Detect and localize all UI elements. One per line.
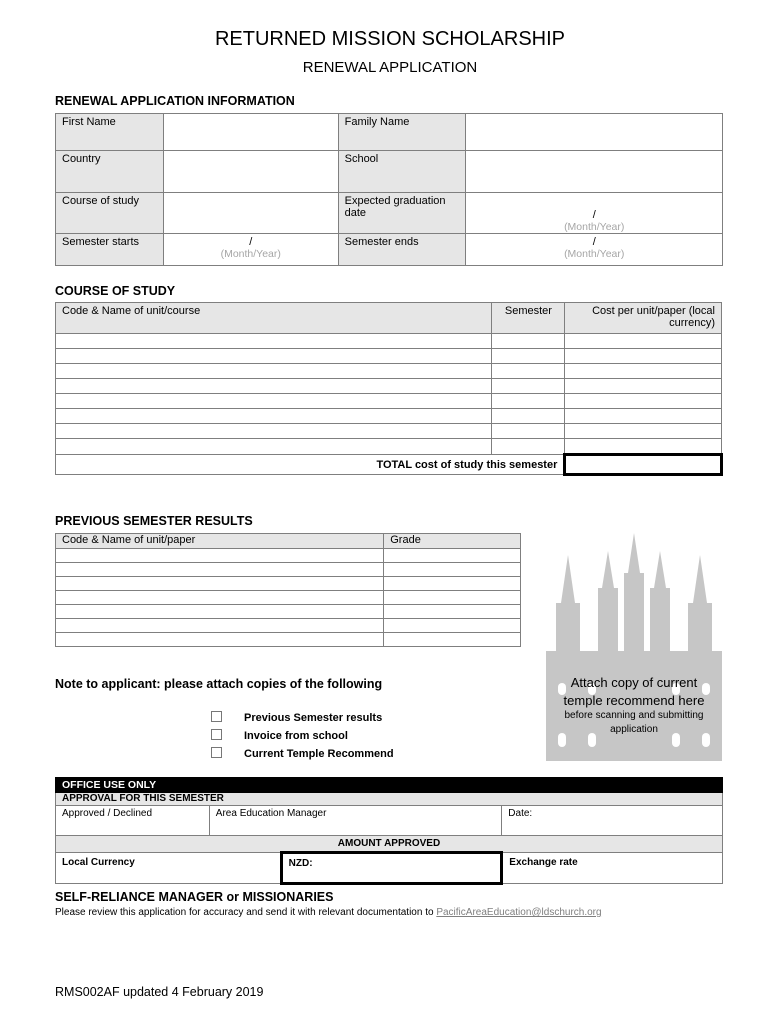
table-row[interactable]: [56, 424, 722, 439]
starts-slash: /: [249, 236, 253, 248]
table-row[interactable]: [56, 409, 722, 424]
office-use-heading: OFFICE USE ONLY: [56, 778, 723, 793]
course-col-semester: Semester: [492, 303, 565, 334]
info-table: [55, 113, 723, 266]
course-table: [55, 302, 723, 476]
school-field[interactable]: [466, 151, 723, 193]
checklist-item-label: Current Temple Recommend: [244, 748, 394, 760]
table-row[interactable]: [56, 549, 521, 563]
country-field[interactable]: [163, 151, 338, 193]
checklist-item[interactable]: [211, 745, 394, 763]
local-currency-field[interactable]: Local Currency: [56, 853, 282, 884]
checklist-item[interactable]: [211, 727, 394, 745]
temple-caption-line4: application: [610, 723, 658, 735]
course-of-study-field[interactable]: [163, 193, 338, 234]
area-manager-field[interactable]: Area Education Manager: [209, 806, 502, 836]
family-name-label: Family Name: [338, 114, 466, 151]
checkbox-icon[interactable]: [211, 729, 222, 740]
checkbox-icon[interactable]: [211, 711, 222, 722]
course-col-code: Code & Name of unit/course: [56, 303, 492, 334]
approval-heading: APPROVAL FOR THIS SEMESTER: [56, 793, 723, 806]
checklist-item-label: Invoice from school: [244, 730, 348, 742]
table-row[interactable]: [56, 633, 521, 647]
table-row[interactable]: [56, 334, 722, 349]
table-row[interactable]: [56, 619, 521, 633]
table-row[interactable]: [56, 605, 521, 619]
table-row[interactable]: [56, 379, 722, 394]
table-row[interactable]: [56, 591, 521, 605]
previous-section-heading: PREVIOUS SEMESTER RESULTS: [55, 514, 253, 528]
graduation-slash: /: [592, 209, 596, 221]
expected-graduation-label: Expected graduation date: [338, 193, 466, 234]
info-section-heading: RENEWAL APPLICATION INFORMATION: [55, 94, 295, 108]
school-label: School: [338, 151, 466, 193]
graduation-month-year-hint: (Month/Year): [564, 221, 625, 233]
temple-caption-line2: temple recommend here: [563, 692, 705, 708]
ends-slash: /: [592, 236, 596, 248]
exchange-rate-field[interactable]: Exchange rate: [502, 853, 723, 884]
office-use-table: [55, 777, 723, 885]
attachment-checklist: [211, 709, 394, 763]
document-subtitle: RENEWAL APPLICATION: [302, 59, 478, 76]
table-row[interactable]: [56, 577, 521, 591]
amount-approved-heading: AMOUNT APPROVED: [56, 836, 723, 853]
table-row[interactable]: [56, 364, 722, 379]
checkbox-icon[interactable]: [211, 747, 222, 758]
first-name-label: First Name: [56, 114, 164, 151]
total-cost-field[interactable]: [565, 455, 722, 475]
table-row[interactable]: [56, 563, 521, 577]
nzd-field[interactable]: NZD:: [281, 853, 502, 884]
starts-month-year-hint: (Month/Year): [220, 248, 281, 260]
ends-month-year-hint: (Month/Year): [564, 248, 625, 260]
table-row[interactable]: [56, 439, 722, 455]
previous-table: [55, 533, 521, 647]
course-col-cost: Cost per unit/paper (local currency): [565, 303, 722, 334]
approved-declined-field[interactable]: Approved / Declined: [56, 806, 210, 836]
expected-graduation-field[interactable]: [466, 193, 723, 234]
temple-caption: [546, 674, 722, 736]
footer-revision: RMS002AF updated 4 February 2019: [55, 985, 264, 999]
semester-starts-field[interactable]: [163, 234, 338, 266]
first-name-field[interactable]: [163, 114, 338, 151]
temple-caption-line1: Attach copy of current: [570, 675, 698, 690]
previous-col-code: Code & Name of unit/paper: [56, 534, 384, 549]
table-row[interactable]: [56, 394, 722, 409]
email-link[interactable]: PacificAreaEducation@ldschurch.org: [436, 907, 602, 918]
total-cost-label: TOTAL cost of study this semester: [56, 455, 565, 475]
semester-starts-label: Semester starts: [56, 234, 164, 266]
previous-col-grade: Grade: [384, 534, 521, 549]
course-of-study-label: Course of study: [56, 193, 164, 234]
family-name-field[interactable]: [466, 114, 723, 151]
country-label: Country: [56, 151, 164, 193]
temple-caption-line3: before scanning and submitting: [564, 710, 704, 722]
semester-ends-field[interactable]: [466, 234, 723, 266]
note-heading: Note to applicant: please attach copies of the following: [55, 677, 383, 691]
checklist-item[interactable]: [211, 709, 394, 727]
manager-heading: SELF-RELIANCE MANAGER or MISSIONARIES: [55, 890, 334, 904]
checklist-item-label: Previous Semester results: [244, 712, 383, 724]
document-title: RETURNED MISSION SCHOLARSHIP: [214, 28, 566, 50]
manager-instructions-text: Please review this application for accuracy and send it with relevant documentation to: [55, 907, 434, 918]
table-row[interactable]: [56, 349, 722, 364]
manager-instructions: [55, 907, 602, 918]
date-field[interactable]: Date:: [502, 806, 723, 836]
course-section-heading: COURSE OF STUDY: [55, 284, 176, 298]
semester-ends-label: Semester ends: [338, 234, 466, 266]
